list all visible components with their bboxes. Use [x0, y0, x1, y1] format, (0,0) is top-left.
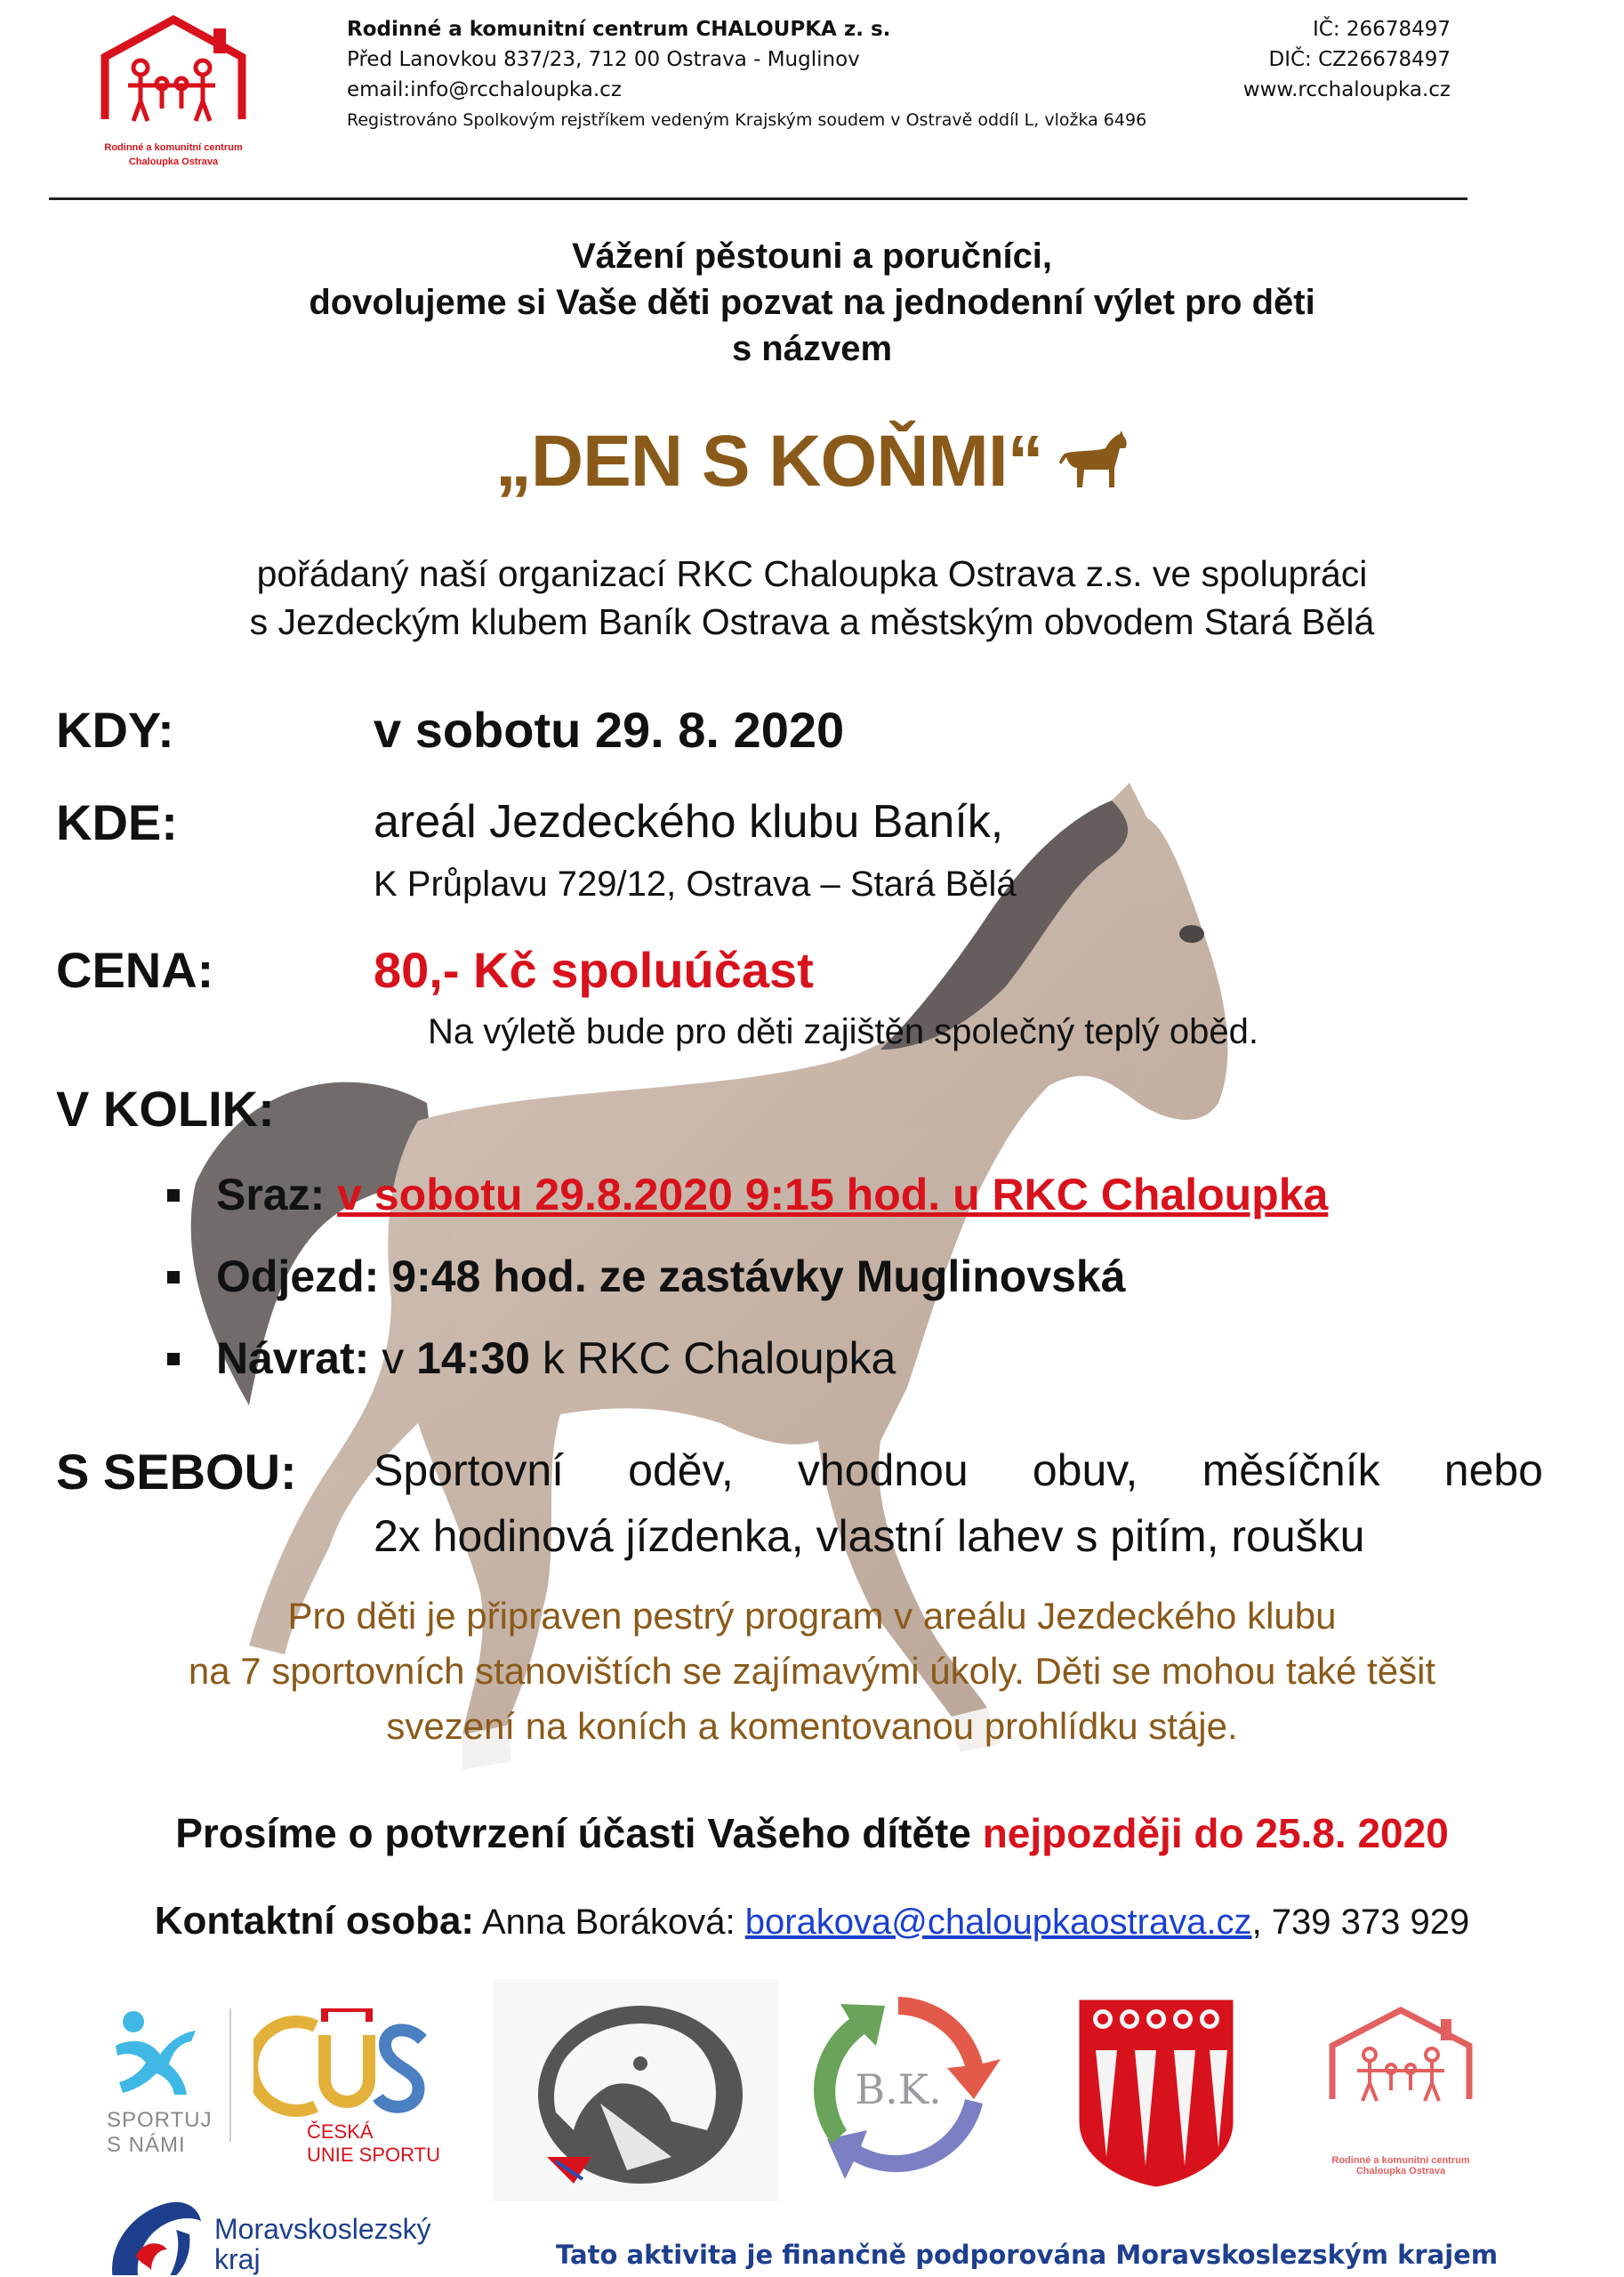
odjezd-value: 9:48 hod. ze zastávky Muglinovská [391, 1251, 1126, 1301]
navrat-time: 14:30 [416, 1333, 530, 1383]
cena-note: Na výletě bude pro děti zajištěn společný teplý oběd. [428, 1012, 1258, 1051]
org-web[interactable]: www.rcchaloupka.cz [1242, 78, 1451, 101]
house-family-icon [1307, 2001, 1494, 2135]
cus-text-2: UNIE SPORTU [307, 2144, 440, 2166]
cena-label: CENA: [56, 942, 214, 998]
shield-icon [1076, 1997, 1236, 2188]
confirm-deadline: nejpozději do 25.8. 2020 [982, 1810, 1449, 1856]
contact-phone: , 739 373 929 [1251, 1903, 1470, 1942]
confirm-row [0, 1809, 1624, 1857]
header-logo-caption-2: Chaloupka Ostrava [128, 157, 219, 167]
header-divider [49, 197, 1467, 200]
kde-value: areál Jezdeckého klubu Baník, [374, 796, 1004, 848]
msk-logo [96, 2213, 434, 2277]
program-block [0, 1589, 1624, 1754]
intro-line-2: dovolujeme si Vaše děti pozvat na jednodenní výlet pro děti [309, 283, 1315, 322]
program-line-1: Pro děti je připraven pestrý program v areálu Jezdeckého klubu [287, 1595, 1337, 1637]
navrat-rest: k RKC Chaloupka [542, 1333, 896, 1383]
odjezd-row [216, 1251, 1126, 1302]
bk-text: B.K. [855, 2065, 942, 2113]
contact-row [0, 1899, 1624, 1943]
organizer-line-1: pořádaný naší organizací RKC Chaloupka Ostrava z.s. ve spolupráci [256, 553, 1368, 594]
horse-icon [1057, 429, 1129, 491]
msk-emblem-icon [96, 2177, 207, 2275]
bullet-marker [167, 1189, 180, 1202]
horse-head-icon [494, 1979, 778, 2201]
chaloupka-footer-caption-2: Chaloupka Ostrava [1355, 2166, 1446, 2176]
program-line-3: svezení na koních a komentovanou prohlídku stáje. [386, 1705, 1238, 1747]
org-email[interactable]: email:info@rcchaloupka.cz [347, 78, 622, 101]
intro-block [0, 233, 1624, 372]
cus-logo [253, 2008, 449, 2168]
footer-funding-note: Tato aktivita je finančně podporována Moravskoslezským krajem [556, 2240, 1499, 2270]
cus-text-1: ČESKÁ [307, 2120, 374, 2143]
kolik-label: V KOLIK: [56, 1081, 275, 1137]
sportuj-text-2: S NÁMI [107, 2133, 186, 2157]
chaloupka-footer-logo [1307, 2001, 1494, 2179]
navrat-v: v [382, 1333, 405, 1383]
kdy-value: v sobotu 29. 8. 2020 [374, 702, 845, 758]
event-title: „DEN S KOŇMI“ [494, 421, 1043, 502]
bullet-marker [167, 1271, 180, 1283]
recycle-arrows-icon [792, 1979, 1005, 2193]
runner-icon [107, 2006, 205, 2104]
stara-bela-coat-of-arms [1076, 1997, 1236, 2188]
intro-line-1: Vážení pěstouni a poručníci, [571, 237, 1053, 276]
sraz-row [216, 1169, 1328, 1220]
contact-label: Kontaktní osoba: [154, 1899, 475, 1943]
odjezd-label: Odjezd: [216, 1251, 380, 1301]
org-dic: DIČ: CZ26678497 [1268, 48, 1451, 71]
kde-label: KDE: [56, 794, 178, 850]
logo-divider [229, 2008, 231, 2142]
header-org-info [347, 14, 1146, 135]
organizer-block [0, 550, 1624, 646]
navrat-row [216, 1332, 896, 1384]
header-logo-caption-1: Rodinné a komunitní centrum [104, 142, 243, 153]
org-registry: Registrováno Spolkovým rejstříkem vedeným Krajským soudem v Ostravě oddíl L, vložka 6496 [347, 110, 1147, 130]
sportuj-text-1: SPORTUJ [107, 2108, 213, 2132]
cus-emblem-icon [253, 2008, 431, 2120]
navrat-label: Návrat: [216, 1333, 370, 1383]
kde-address: K Průplavu 729/12, Ostrava – Stará Bělá [374, 865, 1017, 904]
organizer-line-2: s Jezdeckým klubem Baník Ostrava a městským obvodem Stará Bělá [249, 601, 1375, 642]
msk-text-2: kraj [214, 2243, 261, 2275]
kdy-label: KDY: [56, 702, 174, 758]
sebou-label: S SEBOU: [56, 1444, 297, 1500]
bk-logo [792, 1979, 1005, 2193]
org-ic: IČ: 26678497 [1313, 18, 1451, 41]
sebou-line-1: Sportovní oděv, vhodnou obuv, měsíčník nebo [374, 1445, 1543, 1495]
banik-club-logo [494, 1979, 778, 2201]
contact-email-link[interactable]: borakova@chaloupkaostrava.cz [744, 1903, 1252, 1942]
sraz-value: v sobotu 29.8.2020 9:15 hod. u RKC Chaloupka [337, 1170, 1329, 1219]
intro-line-3: s názvem [731, 329, 893, 368]
event-title-row [0, 420, 1624, 503]
chaloupka-footer-caption-1: Rodinné a komunitní centrum [1331, 2155, 1470, 2166]
confirm-text: Prosíme o potvrzení účasti Vašeho dítěte [175, 1810, 971, 1856]
header-ids [1243, 14, 1451, 105]
contact-name: Anna Boráková: [481, 1903, 736, 1942]
org-address: Před Lanovkou 837/23, 712 00 Ostrava - Muglinov [347, 48, 860, 71]
msk-text-1: Moravskoslezský [214, 2213, 431, 2245]
bullet-marker [167, 1353, 180, 1365]
program-line-2: na 7 sportovních stanovištích se zajímavými úkoly. Děti se mohou také těšit [188, 1650, 1436, 1692]
sportuj-logo [107, 2006, 222, 2166]
org-name: Rodinné a komunitní centrum CHALOUPKA z. s. [347, 18, 891, 41]
cena-value: 80,- Kč spoluúčast [374, 942, 814, 998]
sebou-line-2: 2x hodinová jízdenka, vlastní lahev s pitím, roušku [374, 1511, 1365, 1561]
sraz-label: Sraz: [216, 1170, 326, 1219]
